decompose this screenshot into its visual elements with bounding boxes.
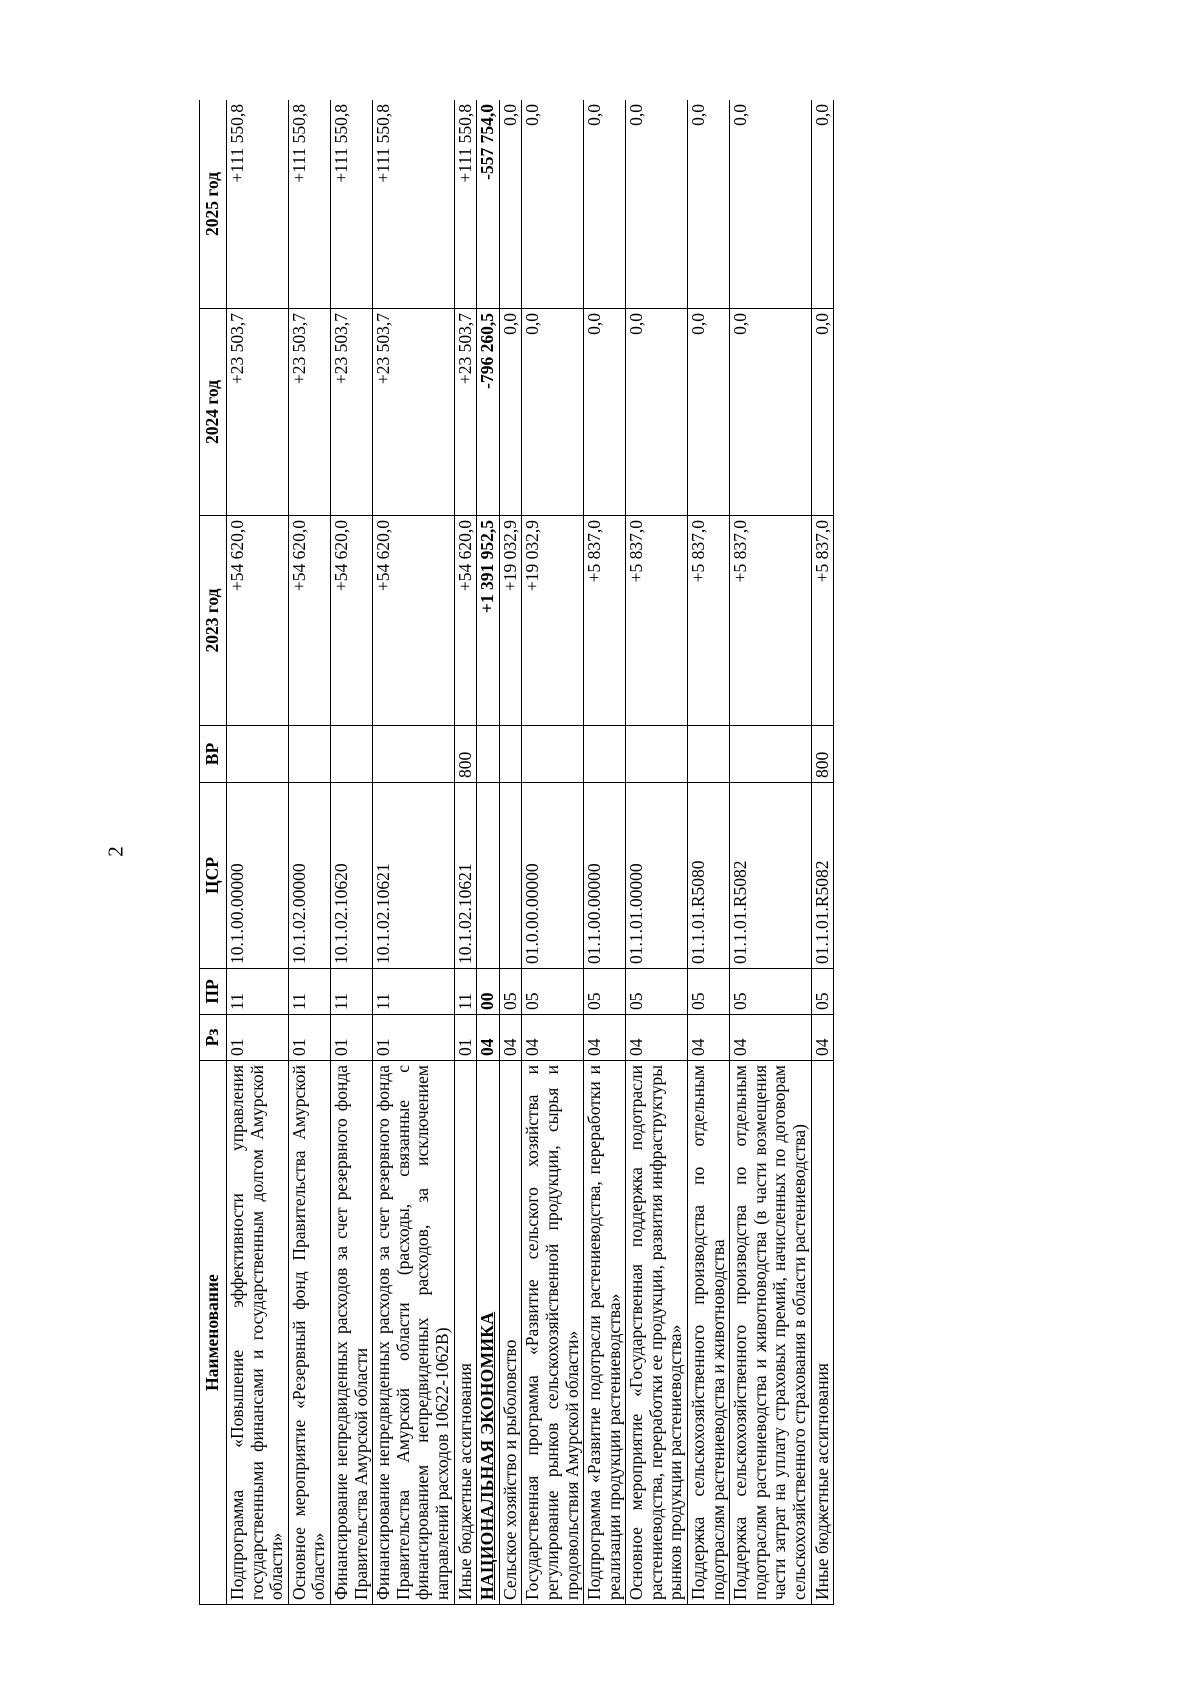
cell-2024: 0,0: [730, 309, 811, 516]
table-row: [811, 100, 834, 1605]
table-row: [584, 100, 626, 1605]
header-2025: 2025 год: [200, 100, 227, 309]
cell-csr: 01.1.01.R5080: [688, 783, 730, 969]
cell-name: Поддержка сельскохозяйственного производства по отдельным подотраслям растениеводства и животноводства (в части возмещения части затрат на уплату страховых премий, начисленных по договорам сельскохозяйственного страхования в области растениеводства): [730, 1061, 811, 1605]
cell-2025: +111 550,8: [288, 100, 330, 309]
cell-csr: 01.1.00.00000: [584, 783, 626, 969]
cell-rz: 04: [730, 1015, 811, 1061]
cell-rz: 01: [373, 1015, 454, 1061]
cell-name: Подпрограмма «Повышение эффективности управления государственными финансами и государственным долгом Амурской области»: [227, 1061, 289, 1605]
cell-2024: +23 503,7: [227, 309, 289, 516]
cell-vr: [584, 726, 626, 783]
cell-csr: 01.0.00.00000: [522, 783, 584, 969]
header-pr: ПР: [200, 969, 227, 1015]
cell-2025: +111 550,8: [330, 100, 372, 309]
cell-vr: 800: [811, 726, 834, 783]
cell-csr: 10.1.02.10620: [330, 783, 372, 969]
cell-rz: 04: [499, 1015, 522, 1061]
cell-pr: 05: [730, 969, 811, 1015]
cell-vr: [730, 726, 811, 783]
cell-2025: 0,0: [688, 100, 730, 309]
header-vr: ВР: [200, 726, 227, 783]
cell-2024: +23 503,7: [373, 309, 454, 516]
cell-2023: +5 837,0: [584, 516, 626, 726]
cell-rz: 04: [477, 1015, 500, 1061]
header-csr: ЦСР: [200, 783, 227, 969]
cell-2023: +19 032,9: [499, 516, 522, 726]
cell-2024: +23 503,7: [288, 309, 330, 516]
cell-rz: 04: [688, 1015, 730, 1061]
cell-name: Иные бюджетные ассигнования: [454, 1061, 477, 1605]
cell-2025: -557 754,0: [477, 100, 500, 309]
cell-name: Подпрограмма «Развитие подотрасли растениеводства, переработки и реализации продукции растениеводства»: [584, 1061, 626, 1605]
cell-vr: [477, 726, 500, 783]
table-row: [454, 100, 477, 1605]
table-row: [499, 100, 522, 1605]
table-row: [373, 100, 454, 1605]
cell-2024: +23 503,7: [330, 309, 372, 516]
cell-pr: 05: [584, 969, 626, 1015]
cell-2023: +54 620,0: [454, 516, 477, 726]
cell-csr: 10.1.02.00000: [288, 783, 330, 969]
table-row: [626, 100, 688, 1605]
table-body: [227, 100, 834, 1605]
cell-name: Основное мероприятие «Государственная поддержка подотрасли растениеводства, переработки ее продукции, развития инфраструктуры рынков продукции растениеводства»: [626, 1061, 688, 1605]
cell-2023: +19 032,9: [522, 516, 584, 726]
cell-2024: -796 260,5: [477, 309, 500, 516]
table-row: [477, 100, 500, 1605]
cell-2024: 0,0: [688, 309, 730, 516]
cell-2024: 0,0: [499, 309, 522, 516]
cell-vr: [227, 726, 289, 783]
cell-name: Иные бюджетные ассигнования: [811, 1061, 834, 1605]
cell-2024: 0,0: [584, 309, 626, 516]
cell-name: Финансирование непредвиденных расходов за счет резервного фонда Правительства Амурской области (расходы, связанные с финансированием непредвиденных расходов, за исключением направлений расходов 10622-1062В): [373, 1061, 454, 1605]
cell-pr: 05: [626, 969, 688, 1015]
cell-csr: 10.1.02.10621: [454, 783, 477, 969]
cell-vr: [373, 726, 454, 783]
table-row: [330, 100, 372, 1605]
cell-csr: [477, 783, 500, 969]
header-name: Наименование: [200, 1061, 227, 1605]
cell-pr: 00: [477, 969, 500, 1015]
cell-csr: 01.1.01.00000: [626, 783, 688, 969]
cell-pr: 11: [330, 969, 372, 1015]
table-row: [688, 100, 730, 1605]
cell-pr: 05: [499, 969, 522, 1015]
cell-csr: 01.1.01.R5082: [811, 783, 834, 969]
cell-2025: 0,0: [811, 100, 834, 309]
cell-pr: 11: [288, 969, 330, 1015]
cell-pr: 11: [227, 969, 289, 1015]
header-rz: Рз: [200, 1015, 227, 1061]
cell-2023: +5 837,0: [811, 516, 834, 726]
cell-2023: +54 620,0: [227, 516, 289, 726]
table-header-row: [200, 100, 227, 1605]
cell-2023: +54 620,0: [373, 516, 454, 726]
header-2023: 2023 год: [200, 516, 227, 726]
page-number: 2: [103, 846, 128, 857]
cell-2025: +111 550,8: [454, 100, 477, 309]
cell-2024: 0,0: [626, 309, 688, 516]
cell-pr: 11: [454, 969, 477, 1015]
cell-name: Поддержка сельскохозяйственного производства по отдельным подотраслям растениеводства и животноводства: [688, 1061, 730, 1605]
cell-csr: 10.1.00.00000: [227, 783, 289, 969]
cell-2025: 0,0: [522, 100, 584, 309]
cell-name: Финансирование непредвиденных расходов за счет резервного фонда Правительства Амурской области: [330, 1061, 372, 1605]
cell-name: Основное мероприятие «Резервный фонд Правительства Амурской области»: [288, 1061, 330, 1605]
cell-2024: 0,0: [811, 309, 834, 516]
cell-rz: 01: [227, 1015, 289, 1061]
cell-rz: 04: [522, 1015, 584, 1061]
cell-2025: 0,0: [584, 100, 626, 309]
cell-vr: [499, 726, 522, 783]
table-row: [730, 100, 811, 1605]
cell-name: Государственная программа «Развитие сельского хозяйства и регулирование рынков сельскохозяйственной продукции, сырья и продовольствия Амурской области»: [522, 1061, 584, 1605]
cell-rz: 04: [626, 1015, 688, 1061]
cell-rz: 01: [288, 1015, 330, 1061]
cell-pr: 05: [688, 969, 730, 1015]
cell-2025: +111 550,8: [227, 100, 289, 309]
cell-rz: 04: [811, 1015, 834, 1061]
cell-name: НАЦИОНАЛЬНАЯ ЭКОНОМИКА: [477, 1061, 500, 1605]
cell-2023: +5 837,0: [730, 516, 811, 726]
cell-2023: +5 837,0: [626, 516, 688, 726]
cell-pr: 05: [522, 969, 584, 1015]
cell-csr: 10.1.02.10621: [373, 783, 454, 969]
rotated-table-container: [199, 100, 1155, 1605]
cell-csr: [499, 783, 522, 969]
cell-2024: 0,0: [522, 309, 584, 516]
cell-2023: +1 391 952,5: [477, 516, 500, 726]
cell-2025: 0,0: [730, 100, 811, 309]
cell-2024: +23 503,7: [454, 309, 477, 516]
cell-2025: 0,0: [626, 100, 688, 309]
header-2024: 2024 год: [200, 309, 227, 516]
cell-vr: 800: [454, 726, 477, 783]
cell-vr: [626, 726, 688, 783]
budget-table: [199, 100, 834, 1605]
cell-pr: 05: [811, 969, 834, 1015]
cell-rz: 01: [330, 1015, 372, 1061]
cell-vr: [522, 726, 584, 783]
cell-2025: 0,0: [499, 100, 522, 309]
cell-vr: [688, 726, 730, 783]
table-row: [522, 100, 584, 1605]
cell-vr: [288, 726, 330, 783]
cell-csr: 01.1.01.R5082: [730, 783, 811, 969]
cell-2023: +5 837,0: [688, 516, 730, 726]
table-row: [227, 100, 289, 1605]
cell-2023: +54 620,0: [330, 516, 372, 726]
table-frame: [199, 100, 1155, 1605]
cell-pr: 11: [373, 969, 454, 1015]
cell-rz: 01: [454, 1015, 477, 1061]
table-row: [288, 100, 330, 1605]
cell-vr: [330, 726, 372, 783]
cell-2023: +54 620,0: [288, 516, 330, 726]
cell-name: Сельское хозяйство и рыболовство: [499, 1061, 522, 1605]
cell-2025: +111 550,8: [373, 100, 454, 309]
cell-rz: 04: [584, 1015, 626, 1061]
